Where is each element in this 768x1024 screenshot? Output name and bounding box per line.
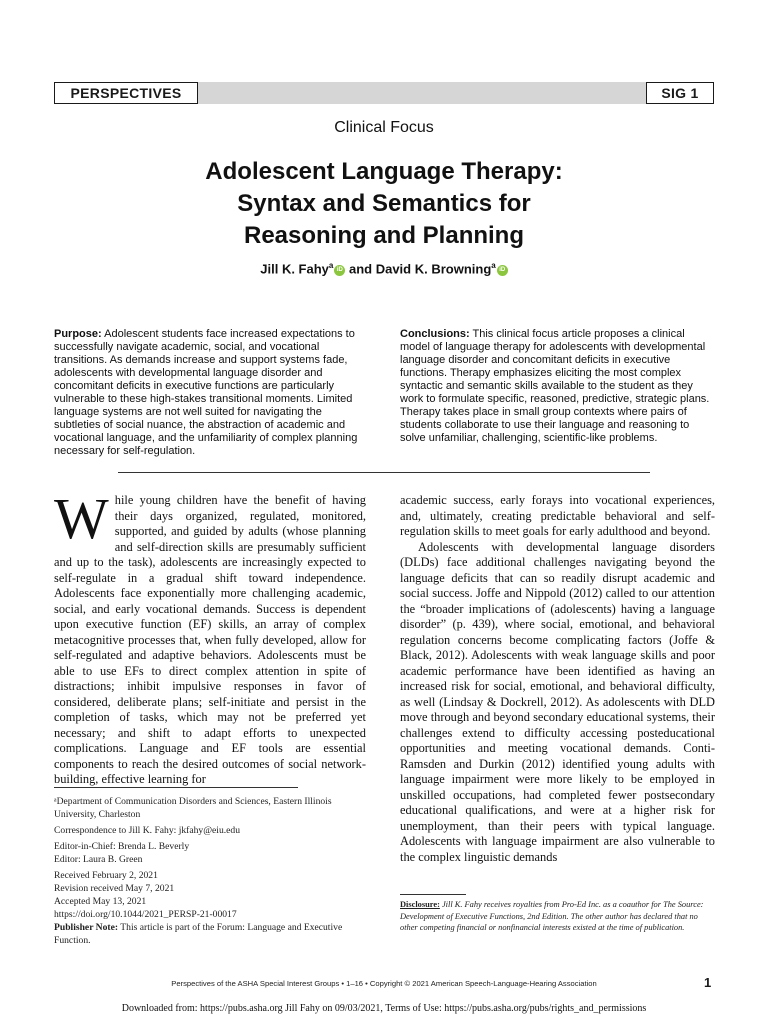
doi-link[interactable]: https://doi.org/10.1044/2021_PERSP-21-00017	[54, 909, 237, 920]
conclusions-text: This clinical focus article proposes a clinical model of language therapy for adolescents with developmental language disorder and concomitant deficits in executive functions. Therapy emphasizes eliciting the most complex syntactic and semantic skills available to the student as they work to formulate specific, reasoned, predictive, strategic plans. Therapy takes place in small group contexts where pairs of students collaborate to use their language and reasoning to solve unfamiliar, challenging, scientific-like problems.	[400, 328, 710, 444]
sig-tag: SIG 1	[646, 82, 714, 104]
header-banner	[54, 82, 714, 104]
body-column-left	[54, 486, 366, 788]
journal-footer: Perspectives of the ASHA Special Interest Groups • 1–16 • Copyright © 2021 American Speech-Language-Hearing Association	[171, 979, 597, 988]
body-paragraph: Adolescents with developmental language disorders (DLDs) face additional challenges navigating beyond the language deficits that can so readily disrupt academic and social success. Joffe and Nippold (2012) called to our attention the “broader implications of (adolescents) having a language disorder” (p. 439), where social, emotional, and behavioral regulation concerns become complicating factors (Joffe & Black, 2012). Adolescents with weak language skills and poor academic performance have been identified as having an increased risk for social, emotional, and behavioral difficulty, as well (Lindsay & Dockrell, 2012). As adolescents with DLD move through and beyond secondary educational systems, their challenges extend to difficulty accessing posteducational opportunities and meeting vocational demands. Conti-Ramsden and Durkin (2012) identified young adults with language impairment were more likely to be employed in unskilled occupations, had completed fewer postsecondary educational qualifications, and were at a higher risk for unemployment, than their peers with typical language. Adolescents with language impairment are also vulnerable to the complex linguistic demands	[400, 539, 715, 864]
download-notice: Downloaded from: https://pubs.asha.org Jill Fahy on 09/03/2021, Terms of Use: https://pubs.asha.org/pubs/rights_and_permissions	[121, 1003, 647, 1014]
title-line: Syntax and Semantics for	[237, 190, 531, 217]
publisher-note-label: Publisher Note:	[54, 922, 119, 933]
title-line: Adolescent Language Therapy:	[205, 158, 563, 185]
footnotes	[54, 795, 366, 947]
correspondence-note: Correspondence to Jill K. Fahy: jkfahy@eiu.edu	[54, 825, 241, 836]
author-name: Jill K. Fahy	[260, 261, 329, 277]
editor-note: Editor: Laura B. Green	[54, 854, 143, 865]
purpose-text: Adolescent students face increased expectations to successfully navigate academic, social, and vocational transitions. As demands increase and support systems fade, adolescents with developmental language disorder and concomitant deficits in executive functions are particularly vulnerable to these high-stakes transitional moments. Limited language systems are not well suited for navigating the subtleties of social nuance, the abstraction of academic and vocational language, and the unfamiliarity of complex planning necessary for self-regulation.	[54, 328, 358, 457]
purpose-label: Purpose:	[54, 328, 102, 340]
affiliation-marker: a	[491, 261, 496, 270]
disclosure-note	[400, 899, 716, 934]
abstract-divider	[118, 472, 650, 473]
orcid-icon[interactable]: iD	[497, 265, 508, 276]
orcid-icon[interactable]: iD	[334, 265, 345, 276]
disclosure-label: Disclosure:	[400, 900, 440, 909]
affiliation-marker: a	[328, 261, 334, 270]
affiliation-note: ᵃDepartment of Communication Disorders and Sciences, Eastern Illinois University, Charleston	[54, 796, 332, 820]
body-paragraph: hile young children have the benefit of having their days organized, regulated, monitored, supported, and guided by adults (whose planning and self-direction skills are presumably sufficient and up to the task), adolescents are increasingly expected to self-regulate in a gradual shift toward independence. Adolescents face exponentially more challenging academic, social, and early vocational demands. Success is dependent upon executive function (EF) skills, an array of complex metacognitive processes that, when fully developed, allow for self-regulated and adaptive behaviors. Adolescents must be able to use EFs to direct complex attention in spite of distractions; inhibit impulsive responses in favor of considered, deliberate plans; self-initiate and persist in the completion of tasks, which may not be preferred yet necessary; and shift to adapt efforts to unexpected complications. Language and EF tools are essential components to reach the desired outcomes of social network-building, effective learning for	[54, 493, 366, 786]
article-title	[0, 156, 768, 252]
title-line: Reasoning and Planning	[243, 222, 525, 249]
conclusions-label: Conclusions:	[400, 328, 470, 340]
editor-in-chief-note: Editor-in-Chief: Brenda L. Beverly	[54, 841, 190, 852]
accepted-date: Accepted May 13, 2021	[54, 896, 147, 907]
page-number: 1	[704, 975, 712, 990]
author-name: and David K. Browning	[348, 261, 492, 277]
abstract-conclusions	[400, 328, 715, 445]
received-date: Received February 2, 2021	[54, 870, 158, 881]
body-paragraph: academic success, early forays into vocational experiences, and, ultimately, creating predictable behavioral and self-regulation skills to meet goals for early adulthood and beyond.	[400, 493, 715, 538]
perspectives-tag: PERSPECTIVES	[54, 82, 198, 104]
revision-date: Revision received May 7, 2021	[54, 883, 175, 894]
body-column-right	[400, 493, 715, 865]
publisher-note	[54, 921, 366, 947]
disclosure-divider	[400, 894, 466, 895]
abstract-purpose	[54, 328, 366, 458]
publisher-note-text: This article is part of the Forum: Language and Executive Function.	[54, 922, 343, 946]
footnote-divider	[54, 787, 298, 788]
disclosure-text: Jill K. Fahy receives royalties from Pro-Ed Inc. as a coauthor for The Source: Development of Executive Functions, 2nd Edition. The other author has declared that no other competing financial or nonfinancial interests existed at the time of publication.	[400, 900, 704, 932]
drop-cap: W	[54, 486, 109, 551]
section-label: Clinical Focus	[334, 119, 434, 136]
author-line	[0, 261, 768, 276]
